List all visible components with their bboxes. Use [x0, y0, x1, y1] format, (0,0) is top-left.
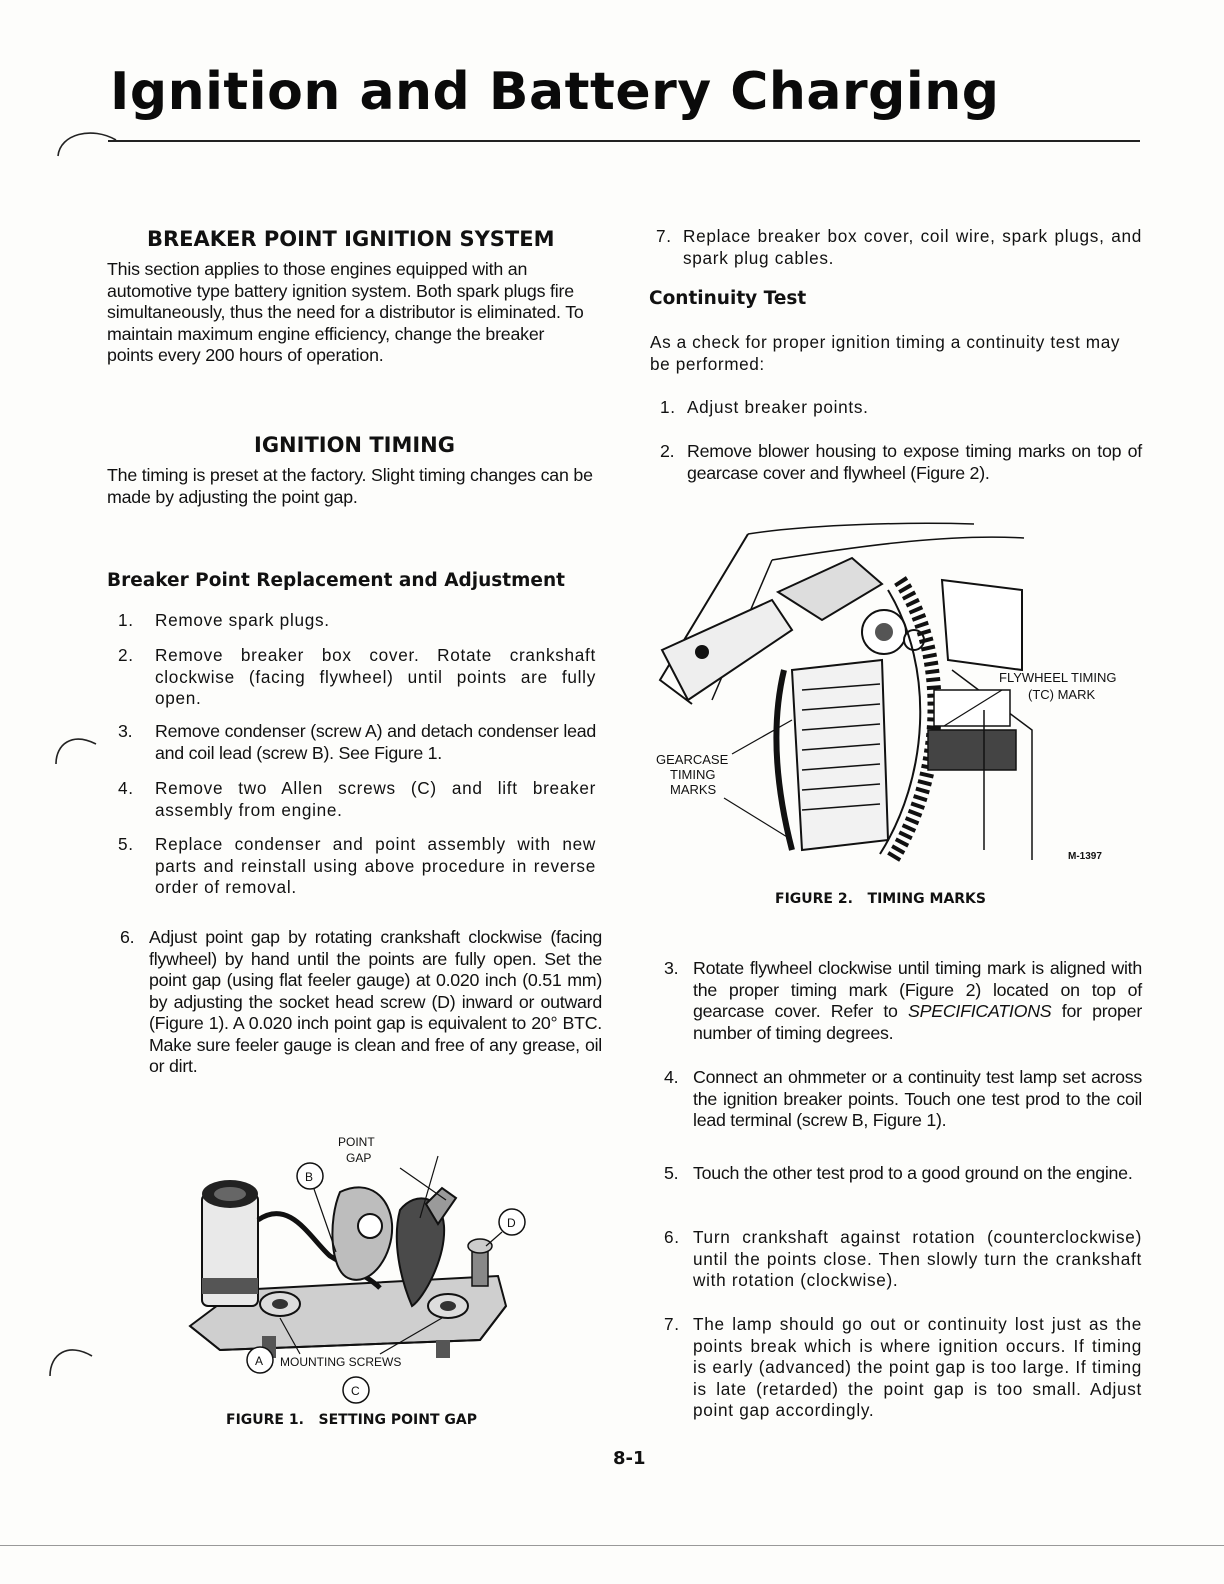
step-text: Turn crankshaft against rotation (counterclockwise) until the points close. Then slowly turn the crankshaft with rotation (clockwise). [693, 1227, 1142, 1290]
step-text-part: Rotate flywheel clockwise until timing mark is aligned with the proper timing mark (Figure 2) located on top of gearcase cover. Refer to [693, 958, 1142, 1021]
flywheel-timing-label: FLYWHEEL TIMING [999, 670, 1117, 685]
step-text: Replace breaker box cover, coil wire, spark plugs, and spark plug cables. [683, 226, 1142, 268]
figure-2-caption: FIGURE 2. TIMING MARKS [775, 891, 986, 907]
step-text: Adjust point gap by rotating crankshaft clockwise (facing flywheel) by hand until the points are fully open. Set the point gap (using flat feeler gauge) at 0.020 inch (0.51 mm) by adjusting the socket head screw (D) inward or outward (Figure 1). A 0.020 inch point gap is equivalent to 20° BTC. Make sure feeler gauge is clean and free of any grease, oil or dirt. [149, 927, 602, 1076]
timing-label: TIMING [670, 767, 716, 782]
step-text: Remove two Allen screws (C) and lift breaker assembly from engine. [155, 778, 596, 820]
marks-label: MARKS [670, 782, 717, 797]
page-title: Ignition and Battery Charging [110, 62, 1000, 122]
step-text: Remove blower housing to expose timing marks on top of gearcase cover and flywheel (Figure 2). [687, 441, 1142, 483]
step-text: Remove spark plugs. [155, 610, 330, 630]
step-number: 4. [118, 778, 134, 798]
step-number: 2. [118, 645, 134, 665]
step-text: Remove breaker box cover. Rotate crankshaft clockwise (facing flywheel) until points are fully open. [155, 645, 596, 708]
timing-heading: IGNITION TIMING [254, 433, 455, 457]
list-item [664, 1227, 1142, 1292]
callout-a: A [255, 1354, 264, 1368]
list-item [664, 958, 1142, 1044]
step-text-part: for proper number of timing degrees. [693, 1001, 1142, 1043]
binder-hook-mark [44, 1334, 96, 1378]
breaker-paragraph: This section applies to those engines equipped with an automotive type battery ignition system. Both spark plugs fire simultaneously, thus the need for a distributor is eliminated. To maintain maximum engine efficiency, change the breaker points every 200 hours of operation. [107, 259, 584, 365]
point-label: POINT [338, 1135, 375, 1149]
step-number: 5. [664, 1163, 679, 1183]
step-number: 3. [118, 721, 133, 741]
tc-mark-label: (TC) MARK [1028, 687, 1096, 702]
binder-hook-mark [52, 122, 122, 158]
callout-c: C [351, 1384, 360, 1398]
step-text: Adjust breaker points. [687, 397, 869, 417]
timing-paragraph: The timing is preset at the factory. Slight timing changes can be made by adjusting the point gap. [107, 465, 593, 507]
binder-hook-mark [50, 726, 100, 766]
step-number: 4. [664, 1067, 679, 1087]
step-text [693, 958, 1142, 1044]
mounting-screws-label: MOUNTING SCREWS [280, 1355, 402, 1369]
specifications-reference: SPECIFICATIONS [908, 1001, 1052, 1021]
continuity-paragraph: As a check for proper ignition timing a continuity test may be performed: [650, 332, 1121, 374]
step-number: 3. [664, 958, 679, 978]
list-item [664, 1067, 1142, 1132]
list-item [120, 927, 602, 1078]
continuity-heading: Continuity Test [649, 288, 807, 309]
step-number: 1. [118, 610, 134, 630]
figure-1-caption: FIGURE 1. SETTING POINT GAP [226, 1412, 477, 1428]
breaker-heading: BREAKER POINT IGNITION SYSTEM [147, 227, 555, 251]
step-number: 5. [118, 834, 134, 854]
title-rule [108, 140, 1140, 142]
callout-b: B [305, 1170, 314, 1184]
list-item [118, 834, 596, 899]
page-number: 8-1 [613, 1448, 646, 1469]
step-text: The lamp should go out or continuity lost just as the points break which is where ignition occurs. If timing is early (advanced) the point gap is too large. If timing is late (retarded) the point gap is too small. Adjust point gap accordingly. [693, 1314, 1142, 1420]
step-number: 1. [660, 397, 676, 417]
step-number: 6. [120, 927, 135, 947]
callout-d: D [507, 1216, 516, 1230]
step-text: Remove condenser (screw A) and detach condenser lead and coil lead (screw B). See Figure 1. [155, 721, 596, 763]
bottom-rule [0, 1545, 1224, 1546]
step-number: 6. [664, 1227, 680, 1247]
step-number: 7. [656, 226, 672, 246]
gearcase-label: GEARCASE [656, 752, 729, 767]
list-item [118, 610, 596, 632]
figure-code-label: M-1397 [1068, 851, 1102, 862]
gap-label: GAP [346, 1151, 372, 1165]
replacement-heading: Breaker Point Replacement and Adjustment [107, 570, 565, 591]
list-item [664, 1163, 1142, 1185]
list-item [118, 778, 596, 821]
step-text: Replace condenser and point assembly with new parts and reinstall using above procedure in reverse order of removal. [155, 834, 596, 897]
list-item [660, 397, 1142, 419]
figure-2-diagram [652, 520, 1140, 880]
list-item [664, 1314, 1142, 1422]
step-number: 7. [664, 1314, 680, 1334]
step-text: Touch the other test prod to a good ground on the engine. [693, 1163, 1133, 1183]
figure-1-diagram [180, 1128, 540, 1408]
list-item [656, 226, 1142, 269]
step-number: 2. [660, 441, 675, 461]
list-item [118, 721, 596, 764]
list-item [660, 441, 1142, 484]
list-item [118, 645, 596, 710]
step-text: Connect an ohmmeter or a continuity test lamp set across the ignition breaker points. Touch one test prod to the coil lead terminal (screw B, Figure 1). [693, 1067, 1142, 1130]
